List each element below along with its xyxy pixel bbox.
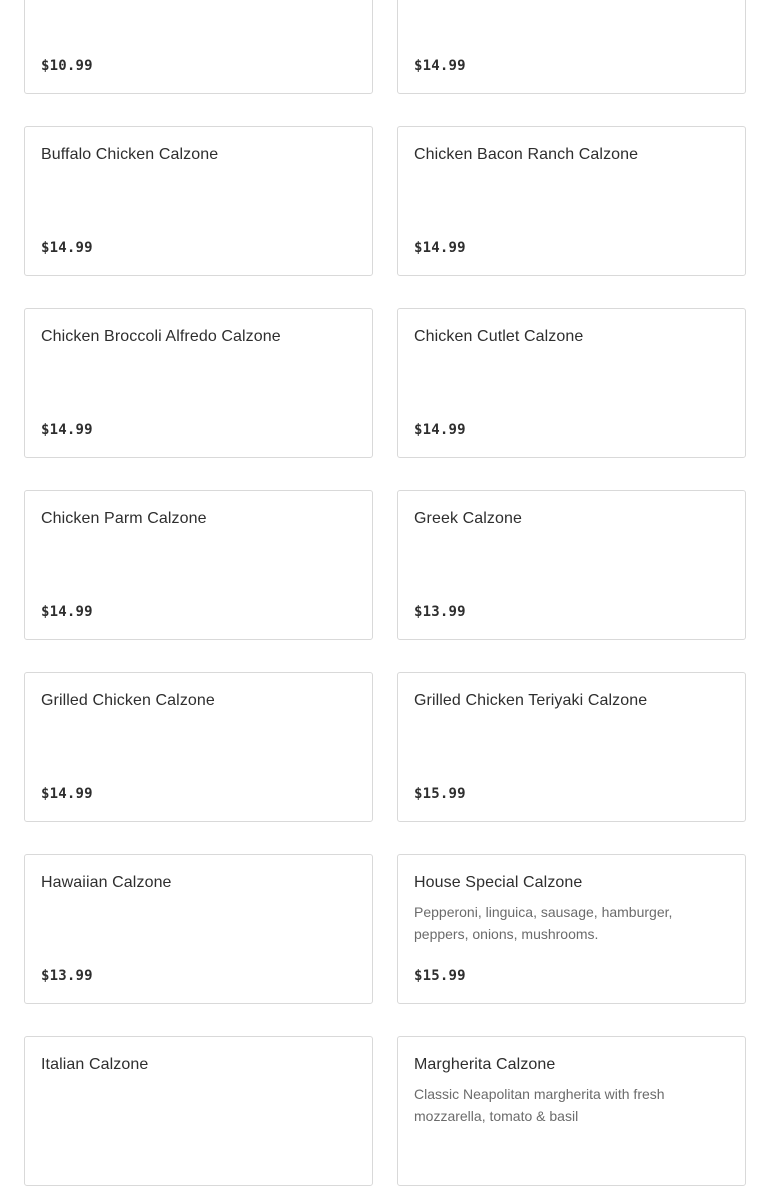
menu-item-price: $14.99 <box>414 422 466 438</box>
menu-item-price: $13.99 <box>41 968 93 984</box>
menu-item-card[interactable] <box>397 672 746 822</box>
menu-item-price: $14.99 <box>414 58 466 74</box>
menu-item-name: Hawaiian Calzone <box>41 874 172 891</box>
menu-item-name: Grilled Chicken Teriyaki Calzone <box>414 692 648 709</box>
menu-item-price: $15.99 <box>414 968 466 984</box>
menu-item-price: $15.99 <box>414 786 466 802</box>
menu-item-name: House Special Calzone <box>414 874 583 891</box>
menu-item-name: Chicken Broccoli Alfredo Calzone <box>41 328 281 345</box>
menu-item-description: Classic Neapolitan margherita with fresh mozzarella, tomato & basil <box>414 1086 665 1124</box>
menu-item-price: $14.99 <box>414 240 466 256</box>
menu-item-price: $13.99 <box>414 604 466 620</box>
menu-item-card[interactable] <box>24 308 373 458</box>
menu-item-price: $14.99 <box>41 422 93 438</box>
menu-item-card[interactable] <box>24 854 373 1004</box>
menu-item-price: $14.99 <box>41 240 93 256</box>
menu-grid <box>24 0 746 1186</box>
menu-item-name: Chicken Cutlet Calzone <box>414 328 584 345</box>
menu-item-card[interactable] <box>24 1036 373 1186</box>
menu-item-card[interactable] <box>397 1036 746 1186</box>
menu-item-card[interactable] <box>397 490 746 640</box>
menu-item-name: Greek Calzone <box>414 510 523 527</box>
menu-item-card[interactable] <box>397 126 746 276</box>
menu-item-price: $14.99 <box>41 604 93 620</box>
menu-item-name: Italian Calzone <box>41 1056 149 1073</box>
menu-item-name: Chicken Parm Calzone <box>41 510 207 527</box>
menu-item-card[interactable] <box>397 854 746 1004</box>
menu-item-name: Margherita Calzone <box>414 1056 556 1073</box>
menu-item-price: $14.99 <box>41 786 93 802</box>
menu-item-name: Chicken Bacon Ranch Calzone <box>414 146 639 163</box>
menu-item-card[interactable] <box>24 490 373 640</box>
menu-item-card[interactable] <box>24 0 373 94</box>
menu-item-card[interactable] <box>24 126 373 276</box>
menu-item-name: Buffalo Chicken Calzone <box>41 146 219 163</box>
menu-item-description: Pepperoni, linguica, sausage, hamburger, peppers, onions, mushrooms. <box>414 904 673 942</box>
menu-item-price: $10.99 <box>41 58 93 74</box>
menu-item-card[interactable] <box>24 672 373 822</box>
menu-item-card[interactable] <box>397 0 746 94</box>
menu-item-name: Grilled Chicken Calzone <box>41 692 215 709</box>
menu-item-card[interactable] <box>397 308 746 458</box>
